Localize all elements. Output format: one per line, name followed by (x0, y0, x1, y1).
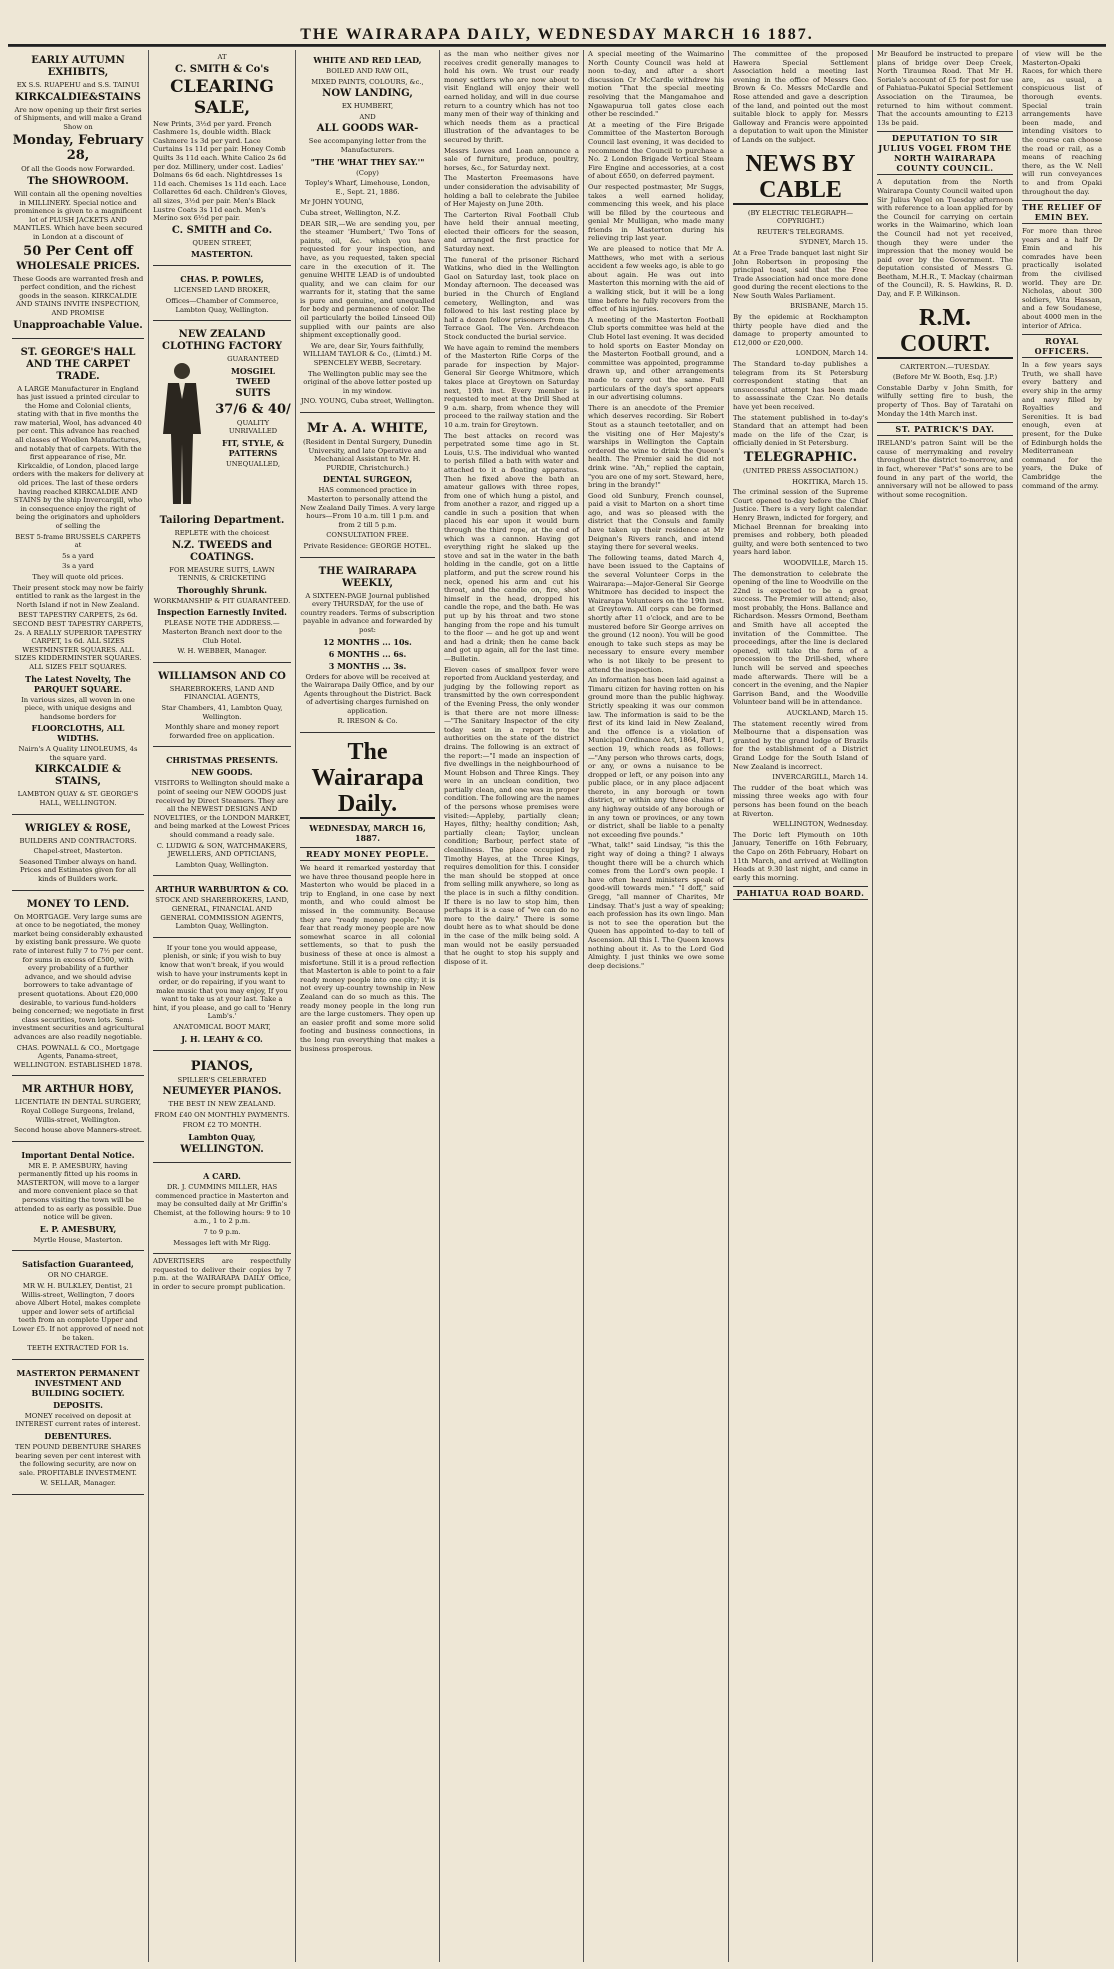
column-4 (440, 50, 584, 1962)
floorcloths: FLOORCLOTHS, ALL WIDTHS. (31, 723, 125, 744)
woodville-body: The demonstration to celebrate the opening of the line to Woodville on the 22nd is expected to be a great success. The Premier will attend; also, most probably, the Hons. Ballance and Richardson. Messrs Ormond, Beetham and Smith have all accepted the invitation of the Committee. The proceedings, after the line is declared opened, will take the form of a procession to the Drill-shed, where lunch will be served and speeches made afterwards. There will be a concert in the evening, and the Napier Garrison Band, and the Woodville Volunteer band will be in attendance. (733, 569, 868, 707)
lambton-quay: Lambton Quay, (188, 1132, 256, 1143)
williamson-sub: SHAREBROKERS, LAND AND FINANCIAL AGENTS, (169, 684, 275, 702)
col5-para-8: The following teams, dated March 4, have been issued to the Captains of the several Volunteer Corps in the Wairarapa:—Major-General Sir George Whitmore has decided to inspect the Wairarapa Volunteers on the 19th inst. at Greytown. All corps can be formed shortly after 11 o'clock, and are to be mustered before Sir George arrives on the ground (12 noon). You will be good enough to take such steps as may be necessary to ensure every member who is not likely to be present to attend the inspection. (588, 553, 724, 674)
yard-note: They will quote old prices. (32, 572, 124, 581)
sale-word: SALE, (193, 97, 251, 118)
thorough: Thoroughly Shrunk. (176, 584, 268, 595)
telegraphic-title: TELEGRAPHIC. (743, 449, 858, 465)
invercargill-dateline: INVERCARGILL, March 14. (772, 773, 868, 782)
carpet-body: Their present stock may now be fairly entitled to rank as the largest in the North Island if not in New Zealand. (12, 583, 144, 609)
for-suits: FOR MEASURE SUITS, LAWN TENNIS, & CRICKETING (169, 565, 275, 583)
london-body: The Standard to-day publishes a telegram from its St Petersburg correspondent stating that an unsuccessful attempt has been made to assassinate the Czar. No details have yet been received. (733, 360, 868, 411)
price-from: FROM £40 ON MONTHLY PAYMENTS. (154, 1110, 290, 1119)
royal-officers-body: In a few years says Truth, we shall have every battery and every ship in the army and navy filled by Royalties and Serenities. It is bad enough, even at present, for the Duke of Edinburgh holds the Mediterranean command for the years, the Duke of Cambridge the command of the army. (1022, 361, 1102, 490)
hoby-body: LICENTIATE IN DENTAL SURGERY, Royal College Surgeons, Ireland, Willis-street, Wellington. (14, 1098, 142, 1124)
ready-money-body: We heard it remarked yesterday that we have three thousand people here in Masterton who would be placed in a trip to England, in one case by next month, and who could almost be missed in the community. Because they are "ready money people." We fear that ready money people are now somewhat scarce in all colonial settlements, so that to push the business of these at once is almost a misfortune. Still it is a proud reflection that Masterton is able to point to a fair ready money people into one city; it is not every up-country township in New Zealand can do so much as this. The ready money people in the long run are the large customers. They open up an easier profit and some more solid footing and business connections, in the long run everything that makes a business prosperous. (300, 864, 435, 1053)
white-lead: WHITE AND RED LEAD, (313, 55, 422, 65)
card-body: DR. J. CUMMINS MILLER, HAS commenced practice in Masterton and may be consulted daily at Mr Griffin's Chemist, at the following hours: 9 to 10 a.m., 1 to 2 p.m. (153, 1183, 291, 1226)
smith-title: C. SMITH & Co's (175, 63, 269, 75)
wrigley-sub: BUILDERS AND CONTRACTORS. (19, 836, 137, 845)
spiller: SPILLER'S CELEBRATED (177, 1075, 267, 1084)
weekly-body: A SIXTEEN-PAGE Journal published every THURSDAY, for the use of country readers. Terms of subscription payable in advance and forwarded by post: (300, 591, 435, 634)
wrigley-ad (12, 818, 144, 891)
col5-para-7: Good old Sunbury, French counsel, paid a visit to Marton on a short time ago, and was so pleased with the district that the Consuls and family have taken up their residence at Mr Deignan's Rivers ranch, and intend staying there for several weeks. (588, 491, 724, 552)
powles-sub: LICENSED LAND BROKER, (173, 286, 271, 295)
ready-money-title: READY MONEY PEOPLE. (300, 847, 435, 861)
col5-para-4: We are pleased to notice that Mr A. Matthews, who met with a serious accident a few weeks ago, is able to go about again. He was out into Masterton this morning with the aid of a walking stick, but it will be a long time before he fully recovers from the effect of his injuries. (588, 245, 724, 314)
now-landing: NOW LANDING, (322, 88, 413, 100)
leahy: J. H. LEAHY & CO. (181, 1033, 263, 1044)
wrigley-addr: Chapel-street, Masterton. (33, 847, 123, 856)
column-2 (149, 50, 296, 1962)
dental-body: MR E. P. AMESBURY, having permanently fitted up his rooms in MASTERTON, will move to a larger and more convenient place so that persons visiting the town will be attended to as early as possible. Due notice will be given. (14, 1161, 142, 1222)
smith-town: MASTERTON. (191, 249, 253, 260)
money-body: On MORTGAGE. Very large sums are at once to be negotiated, the money market being considerably exhausted by existing bank pressure. We quote rate of interest fully 7 to 7½ per cent. for sums in excess of £500, with every probability of a further advance, and we should advise borrowers to take advantage of present quotations. About £20,000 desirable, to various fund-holders being concerned; we negotiate in first class securities, town lots. Semi-investment securities and agricultural advances are also readily negotiable. (12, 912, 144, 1041)
webber: W. H. WEBBER, Manager. (177, 647, 267, 656)
clearing-word: CLEARING (170, 76, 274, 97)
hall-body: A LARGE Manufacturer in England has just issued a printed circular to the Home and Colonial clients, stating with that in five months the raw material, Wool, has advanced 40 per cent. This advance has reached all classes of Woollen Manufactures, and notably that of carpets. With the first appearance of rise, Mr. Kirkcaldie, of London, placed large orders with the makers for delivery at old prices. The last of these orders having reached KIRKCALDIE AND STAINS by the ship Invercargill, who in consequence enjoy the right of being the originators and upholders of selling the (12, 384, 144, 530)
col4-para-6: We have again to remind the members of the Masterton Rifle Corps of the parade for inspection by Major-General Sir George Whitmore, which takes place at Greytown on Saturday next, 19th inst. Every member is requested to meet at the Drill Shed at 9 a.m. sharp, from whence they will proceed to the railway station and the 10 a.m. train for Greytown. (444, 343, 579, 429)
col5-para-1: A special meeting of the Waimarino North County Council was held at noon to-day, and after a short discussion Cr McCardle withdrew his motion "That the special meeting resolving that the Mangamahoe and Ngawapurua toll gates close each other be rescinded." (588, 50, 724, 119)
fit-style: FIT, STYLE, & PATTERNS (221, 437, 285, 458)
rm-before: (Before Mr W. Booth, Esq. J.P.) (892, 373, 998, 382)
masthead-rule (8, 46, 1106, 47)
xmas-body: VISITORS to Wellington should make a point of seeing our NEW GOODS just received by Direct Steamers. They are all the NEWEST DESIGNS AND NOVELTIES, or the LONDON MARKET, and being marked at the Lowest Prices should command a ready sale. (153, 779, 291, 839)
white-body: (Resident in Dental Surgery, Dunedin University, and late Operative and Mechanical Assistant to Mr. H. PURDIE, Christchurch.) (302, 438, 433, 472)
paper-title: The Wairarapa Daily. (300, 739, 435, 819)
suit-price: 37/6 & 40/ (215, 401, 291, 417)
dental-sign: E. P. AMESBURY, (39, 1223, 117, 1234)
deposits-title: DEPOSITS. (53, 1399, 103, 1410)
suit-illustration (153, 359, 211, 509)
wrigley-body: Seasoned Timber always on hand. Prices and Estimates given for all kinds of Builders work. (19, 857, 137, 884)
news-sub: (BY ELECTRIC TELEGRAPH—COPYRIGHT.) (747, 208, 854, 226)
letter-body: DEAR SIR,—We are sending you, per the steamer 'Humbert,' Two Tons of paints, oil, &c. which you have requested for your inspection, and have, as you requested, taken special care in the execution of it. The genuine WHITE LEAD is of undoubted quality, and we can claim for our warrants for it, stating that the same is pure and genuine, and unequalled for body and permanence of color. The oil particularly the boiled Linseed Oil) supplied with our paints are also shipment exceptionally good. (300, 219, 435, 340)
col4-para-8: Eleven cases of smallpox fever were reported from Auckland yesterday, and judging by the following report as transmitted by the own correspondent of the Evening Press, the only wonder is that there are not more illness:—"The Sanitary Inspector of the city today sent in a report to the authorities on the state of the district drains. The following is an extract of the report:—"I made an inspection of five dwellings in the neighbourhood of Mount Hobson and Three Kings. They were in an unclean condition, two partially clean, and one was in proper condition. The following are the names of the persons whose premises were visited:—Appleby, partially clean; Hayes, filthy; healthy condition; Ash, partially clean; Taylor, unclean condition; Barbour, perfect state of cleanliness. The place occupied by Timothy Hayes, at the Three Kings, requires demolition for this. I consider the man should be stopped at once from selling milk anywhere, so long as the place is in such a filthy condition. If there is no law to stop him, then perhaps it is a case of "we can do no more to the dairy." There is some doubt here as to what should be done in the case of the milk being sold. A man would not be easily persuaded that he ought to stop his supply and dispose of it. (444, 665, 579, 966)
ludwig-addr: Lambton Quay, Wellington. (175, 860, 269, 869)
emin-title: THE RELIEF OF EMIN BEY. (1022, 202, 1102, 223)
col5-para-9: An information has been laid against a Timaru citizen for having rotten on his ground more than the public highway. Strictly speaking it was our common law. The information is said to be the first of its kind laid in New Zealand, and the offence is a violation of Municipal Ordinance Act, 1864, Part 1, section 19, which reads as follows:—"Any person who throws carts, dogs, or any, or owns a nuisance to be dropped or left, or any poison into any public place, or in any place adjacent thereto, in any borough or town district, or within any three chains of any highway outside of any borough or in any town or provinces, or any town or district, shall be liable to a penalty not exceeding five pounds." (588, 676, 724, 839)
london-dateline: LONDON, March 14. (795, 349, 868, 358)
leahy-ad (153, 941, 291, 1051)
linoleum: Nairn's A Quality LINOLEUMS, 4s the square yard. (18, 745, 138, 762)
showroom-title: The SHOWROOM. (27, 175, 129, 187)
kirk-body: Are now opening up their first series of Shipments, and will make a Grand Show on (14, 105, 142, 131)
hokitika-body: The criminal session of the Supreme Court opened to-day before the Chief Justice. There is a very light calendar. Henry Brawn, indicted for forgery, and Michael Brennan for breaking into premises and robbery, both pleaded guilty, and were both sentenced to two years hard labor. (733, 488, 868, 557)
st-patricks-body: IRELAND's patron Saint will be the cause of merrymaking and revelry throughout the district to-morrow, and in fact, wherever "Pat's" sons are to be found in any part of the world, the anniversary will not be allowed to pass without some recognition. (877, 439, 1013, 499)
ex-humbert: EX HUMBERT, (341, 102, 394, 111)
warburton-ad (153, 879, 291, 937)
smith-addr: QUEEN STREET, (192, 238, 252, 247)
london-body-2: The statement published in to-day's Standard that an attempt had been made on the life of the Czar, is officially denied in St Petersburg. (733, 413, 868, 448)
col5-para-3: Our respected postmaster, Mr Suggs, takes a well earned holiday, commencing this week, and his place will be filled by the courteous and genial Mr Mulligan, who made many friends in Masterton during his relieving trip last year. (588, 182, 724, 243)
deb-body: TEN POUND DEBENTURE SHARES bearing seven per cent interest with the following security, are now on sale. PROFITABLE INVESTMENT. (14, 1442, 142, 1477)
pianos-ad (153, 1054, 291, 1163)
sat-title: Satisfaction Guaranteed, (22, 1259, 134, 1270)
letter-addr: Topley's Wharf, Limehouse, London, E., Sept. 21, 1886. (304, 179, 431, 196)
col7-para-1: Mr Beauford be instructed to prepare plans of bridge over Deep Creek, North Tiraumea Road. That Mr H. Soriale's account of £5 for post for use of Pahiatua-Pukatoi Special Settlement Association on the Tiraumea, be returned to him without comment. That the accounts amounting to £213 13s be paid. (877, 50, 1013, 127)
dental-surgeon: DENTAL SURGEON, (322, 474, 413, 485)
kirk-date: Monday, February 28, (12, 133, 144, 164)
column-7 (873, 50, 1018, 1962)
warburton-title: ARTHUR WARBURTON & CO. (155, 884, 289, 895)
sale-items: New Prints, 3½d per yard. French Cashmere 1s, double width. Black Cashmere 1s 3d per yard. Lace Curtains 1s 11d per pair. Honey Comb Quilts 3s 11d each. White Calico 2s 6d per doz. Millinery, under cost. Ladies' Dolmans 6s 6d each. Nightdresses 1s 11d each. Chemises 1s 11d each. Lace Collarettes 6d each. Children's Gloves, all sizes, 3½d per pair. Men's Black Lustre Coats 3s 11d each. Men's Merino sox 6½d per pair. (153, 119, 288, 223)
card-hours: 7 to 9 p.m. (203, 1228, 241, 1236)
col5-para-6: There is an anecdote of the Premier which deserves recording. Sir Robert Stout as a staunch teetotaller, and on the visiting one of Her Majesty's warships in Wellington the Captain ordered the wine to drink the Queen's health. The Premier said he did not drink wine. "Ah," replied the captain, "you are one of my sort. Steward, here, bring in the brandy!" (588, 403, 724, 490)
weekly-ad (300, 561, 435, 734)
column-6 (729, 50, 873, 1962)
young-ad (300, 50, 435, 413)
powles-title: CHAS. P. POWLES, (180, 274, 264, 285)
st-patricks-title: ST. PATRICK'S DAY. (877, 422, 1013, 436)
unequalled: UNEQUALLED, (226, 459, 280, 468)
rate-6: 6 MONTHS ... 6s. (328, 648, 407, 659)
tele-sub: (UNITED PRESS ASSOCIATION.) (742, 466, 859, 475)
hall-title: ST. GEORGE'S HALL AND THE CARPET TRADE. (20, 346, 136, 382)
col8-para-1: of view will be the Masterton-Opaki Races, for which there are, as usual, a conspicuous list of thorough events. Special train arrangements have been made, and intending visitors to the course can choose the road or rail, as a means of reaching there, as the W. Nell will run conveyances to and from Opaki throughout the day. (1022, 50, 1102, 196)
column-8 (1018, 50, 1106, 1962)
dental-title: Important Dental Notice. (21, 1149, 135, 1160)
auckland-body: The statement recently wired from Melbourne that a dispensation was granted by the grand lodge of Brazils for the establishment of a District Grand Lodge for the South Island of New Zealand is incorrect. (733, 719, 868, 771)
yard-price-1: 5s a yard (62, 551, 94, 560)
wellington-word: WELLINGTON. (180, 1144, 264, 1156)
tweeds: N.Z. TWEEDS and COATINGS. (171, 539, 273, 563)
hoby-body2: Second house above Manners-street. (14, 1126, 142, 1135)
sat-body: MR W. H. BULKLEY, Dentist, 21 Willis-street, Wellington, 7 doors above Albert Hotel, makes complete upper and lower sets of artificial teeth from an complete Upper and Lower £5. If not approved of need not be taken. (12, 1282, 144, 1342)
woodville-dateline: WOODVILLE, March 15. (783, 558, 868, 567)
exhibits-title: EARLY AUTUMN EXHIBITS, (31, 55, 125, 78)
dental-ad (12, 1145, 144, 1252)
invercargill-body: The rudder of the boat which was missing three weeks ago with four persons has been found on the beach at Riverton. (733, 783, 868, 818)
teeth-extracted: TEETH EXTRACTED FOR 1s. (27, 1344, 129, 1353)
masthead-title: THE WAIRARAPA DAILY, WEDNESDAY MARCH 16 1887. (300, 26, 814, 43)
emin-body: For more than three years and a half Dr Emin and his comrades have been practically isolated from the civilised world. They are Dr. Nicholas, about 300 soldiers, Vita Hassan, and a few Soudanese, about 4000 men in the interior of Africa. (1022, 227, 1102, 330)
neumeyer: NEUMEYER PIANOS. (162, 1086, 282, 1098)
replete: REPLETE with the choicest (174, 529, 270, 538)
sat-sub: OR NO CHARGE. (47, 1271, 109, 1280)
mosgiel: MOSGIEL TWEED (231, 365, 275, 386)
money-ad (12, 894, 144, 1077)
carpet-ad (12, 342, 144, 815)
col4-para-5: The funeral of the prisoner Richard Watkins, who died in the Wellington Gaol on Saturday last, took place on Monday afternoon. The deceased was buried in the Church of England cemetery, Wellington, and was followed to his last resting place by half a dozen fellow prisoners from the Terrace Gaol. The Ven. Archdeacon Stock conducted the burial service. (444, 255, 579, 341)
card-title: A CARD. (203, 1171, 241, 1182)
paper-date: WEDNESDAY, MARCH 16, 1887. (309, 823, 426, 844)
williamson-body: Monthly share and money report forwarded free on application. (165, 723, 279, 740)
masthead (8, 18, 1106, 46)
wellington-dateline: WELLINGTON, Wednesday. (772, 820, 868, 829)
letter-to: Mr JOHN YOUNG, (300, 198, 364, 207)
col4-para-7: The best attacks on record was perpetrated some time ago in St. Louis, U.S. The individual who wanted to perish filled a bath with water and attached to it a floating apparatus. Then he fixed above the bath an amateur gallows with three ropes, from one of which hung a pistol, and from another a razor, and rigged up a candle in such a position that when placed his ear upon it would burn through the third rope, at the end of which was a cannon. Having got everything right he slaked up the stove and sat in the water in the bath holding in the candle, got on a little platform, and put the screw round his neck, opened his arm and cut his throat, and the candle on, fire, shot himself in the head, dropped his candle the rope, and the bath. He was put up by his throat and two stone hanging from the rope and his tumult to the floor — and he got up and went and had a drink; then he came back and got up again, all for the last time.—Bulletin. (444, 431, 579, 663)
sydney-body: At a Free Trade banquet last night Sir John Robertson in proposing the principal toast, said that the Free Trade Association had once more done good during the recent elections to the New South Wales Parliament. (733, 248, 868, 300)
white-dental-body: HAS commenced practice in Masterton to personally attend the New Zealand Daily Times. A very large hours—From 10 a.m. till 1 p.m. and from 2 till 5 p.m. (300, 486, 435, 529)
inspection: Inspection Earnestly Invited. (157, 607, 287, 618)
auckland-dateline: AUCKLAND, March 15. (786, 709, 868, 717)
sydney-dateline: SYDNEY, March 15. (799, 238, 868, 247)
letter-close: We are, dear Sir, Yours faithfully, WILLIAM TAYLOR & Co., (Limtd.) M. SPENCELEY WEBB, Secretary. (303, 341, 432, 368)
percent-off: 50 Per Cent off (23, 243, 133, 259)
letter-title: "THE 'WHAT THEY SAY.'" (310, 156, 425, 167)
col5-para-5: A meeting of the Masterton Football Club sports committee was held at the Club Hotel last evening. It was decided to hold sports on Easter Monday on the Masterton Football ground, and a committee was appointed, programme drawn up, and other arrangements made to carry out the same. Full particulars of the day's sport appears in our advertising columns. (588, 315, 724, 402)
best-carpets: BEST 5-frame BRUSSELS CARPETS at (15, 532, 141, 550)
deb-sign: W. SELLAR, Manager. (40, 1479, 116, 1488)
suits: SUITS (235, 387, 271, 399)
col4-para-1: as the man who neither gives nor receives credit generally manages to hold his own. We trust our ready money settlers who are now about to visit England will enjoy their well earned holiday, and will in due course return to a country which has not too many men of their way of thinking and which needs them as a practical illustration of the advantages to be secured by thrift. (444, 50, 579, 144)
brisbane-dateline: BRISBANE, March 15. (789, 302, 868, 311)
white-title: Mr A. A. WHITE, (306, 421, 429, 436)
xmas-title: CHRISTMAS PRESENTS. (166, 755, 278, 766)
hokitika-dateline: HOKITIKA, March 15. (792, 477, 868, 486)
col5-para-10: "What, talk!" said Lindsay, "is this the right way of doing a thing? I always thought there will be a church which comes from the Lord's own people. I have often heard ministers speak of good-will towards men." "I doff," said Gregg, "all manner of Charites, Mr Lindsay. That's just a way of speaking; each profession has its own lingo. Man is not to see the operation but the Queen has appointed to-day to tell of Ascension. All this I. The Queen knows nothing about it. As to the Lord God Almighty. I just thinks we owe some deep decisions." (588, 841, 724, 970)
new-goods: NEW GOODS. (191, 767, 253, 778)
best-nz: THE BEST IN NEW ZEALAND. (168, 1100, 276, 1109)
letter-copy: (Copy) (356, 168, 379, 177)
exhibits-sub: EX S.S. RUAPEHU and S.S. TAINUI (16, 81, 140, 89)
smith-sign: C. SMITH and Co. (171, 224, 273, 236)
col4-para-4: The Carterton Rival Football Club have held their annual meeting, elected their officers for the season, and arranged the first practice for Saturday next. (444, 210, 579, 254)
column-5 (584, 50, 729, 1962)
showroom-body: Will contain all the opening novelties in MILLINERY. Special notice and prominence is given to a magnificent lot of PLUSH JACKETS AND MANTLES. Which have been secured in London at a discount of (13, 189, 143, 241)
kirk-sign: KIRKCALDIE & STAINS, (34, 764, 122, 788)
rm-place: CARTERTON.—TUESDAY. (900, 362, 990, 371)
ireson: R. IRESON & Co. (337, 717, 398, 726)
parquet-body: In various sizes, all woven in one piece, with unique designs and handsome borders for (21, 695, 135, 721)
quality: QUALITY UNRIVALLED (228, 418, 278, 436)
workmanship: WORKMANSHIP & FIT GUARANTEED. (153, 596, 291, 605)
tailoring: Tailoring Department. (159, 515, 285, 527)
rm-court-title: R.M. COURT. (877, 305, 1013, 359)
please-note: PLEASE NOTE THE ADDRESS.— Masterton Branch next door to the Club Hotel. (161, 619, 283, 645)
rm-body: Constable Darby v John Smith, for wilfully setting fire to bush, the property of Thos. Bay of Taratahi on Monday the 14th March inst. (877, 383, 1013, 418)
hoby-ad (12, 1079, 144, 1141)
smith-at: AT (217, 53, 227, 61)
deposit-body: MONEY received on deposit at INTEREST current rates of interest. (15, 1411, 141, 1429)
powles-body: Offices—Chamber of Commerce, Lambton Quay, Wellington. (165, 296, 279, 314)
clothing-title: NEW ZEALAND CLOTHING FACTORY (162, 329, 282, 353)
kirk-date2: Of all the Goods now Forwarded. (21, 165, 135, 174)
private-res: Private Residence: GEORGE HOTEL. (303, 541, 432, 550)
yard-price-2: 3s a yard (62, 562, 94, 571)
weekly-title: THE WAIRARAPA WEEKLY, (318, 565, 417, 589)
building-society-ad (12, 1363, 144, 1495)
young-sign: JNO. YOUNG, Cuba street, Wellington. (300, 397, 435, 406)
column-3 (296, 50, 440, 1962)
masterton-title: MASTERTON PERMANENT INVESTMENT AND BUILDING SOCIETY. (16, 1367, 140, 1398)
wholesale-prices: WHOLESALE PRICES. (16, 260, 140, 272)
guaranteed: GUARANTEED (227, 355, 279, 364)
dental-addr: Myrtle House, Masterton. (33, 1235, 123, 1244)
debentures-title: DEBENTURES. (44, 1430, 112, 1441)
warburton-body: STOCK AND SHAREBROKERS, LAND, GENERAL, FINANCIAL AND GENERAL COMMISSION AGENTS, Lambton Quay, Wellington. (155, 896, 289, 931)
weekly-note: Orders for above will be received at the Wairarapa Daily Office, and by our Agents throughout the District. Back of advertising charges furnished on application. (301, 672, 434, 715)
letter-to2: Cuba street, Wellington, N.Z. (300, 208, 401, 217)
ludwig: C. LUDWIG & SON, WATCHMAKERS, JEWELLERS, AND OPTICIANS, (156, 841, 288, 859)
news-by-cable-title: NEWS BY CABLE (733, 151, 868, 205)
letter-public: The Wellington public may see the original of the above letter posted up in my window. (303, 369, 432, 395)
column-1 (8, 50, 149, 1962)
bazaar: ANATOMICAL BOOT MART, (173, 1023, 271, 1032)
powles-ad (153, 269, 291, 321)
from-10: FROM £2 TO MONTH. (182, 1121, 262, 1130)
christmas-ad (153, 750, 291, 876)
card-res: Messages left with Mr Rigg. (173, 1238, 271, 1247)
money-title: MONEY TO LEND. (26, 898, 130, 910)
col5-para-2: At a meeting of the Fire Brigade Committee of the Masterton Borough Council last evening, it was decided to recommend the Council to purchase a No. 2 London Brigade Vertical Steam Fire Engine and accessories, at a cost of about £650, on deferred payment. (588, 120, 724, 181)
pianos-note: If your tone you would appease, plenish, or sink; if you wish to buy know that won't break, if you would wish to have your instruments kept in order, or do repairing, if you want to make music that you may enjoy, If you want to take us at your last. Take a hint, if you please, and go call to 'Henry Lamb's.' (153, 943, 291, 1021)
brisbane-body: By the epidemic at Rockhampton thirty people have died and the damage to property amounted to £12,000 or £20,000. (733, 313, 868, 347)
hoby-title: MR ARTHUR HOBY, (22, 1084, 134, 1096)
money-sign: CHAS. POWNALL & CO., Mortgage Agents, Panama-street, WELLINGTON. ESTABLISHED 1878. (13, 1043, 143, 1069)
unapproachable-value: Unapproachable Value. (13, 319, 143, 331)
wrigley-title: WRIGLEY & ROSE, (25, 822, 131, 834)
williamson-addr: Star Chambers, 41, Lambton Quay, Wellington. (161, 704, 283, 721)
pahiatua-title: PAHIATUA ROAD BOARD. (733, 886, 868, 900)
kirk-addr: LAMBTON QUAY & ST. GEORGE'S HALL, WELLINGTON. (17, 790, 139, 808)
williamson-ad (153, 666, 291, 748)
rate-12: 12 MONTHS ... 10s. (323, 636, 412, 647)
boiled-oil: BOILED AND RAW OIL, (326, 67, 409, 75)
card-ad (153, 1166, 291, 1254)
smith-ad (153, 50, 291, 266)
wellington-body: The Doric left Plymouth on 10th January, Teneriffe on 16th February, the Capo on 26th February, Hobart on 11th March, and arrived at Wellington Heads at 9.30 last night, and came in early this morning. (733, 830, 868, 882)
rate-3: 3 MONTHS ... 3s. (328, 660, 407, 671)
kirk-body2: These Goods are warranted fresh and perfect condition, and the richest goods in the season. KIRKCALDIE AND STAINS INVITE INSPECTION, AND PROMISE (12, 274, 144, 317)
royal-officers-title: ROYAL OFFICERS. (1022, 334, 1102, 358)
reuters: REUTER'S TELEGRAMS. (756, 227, 845, 236)
advertisers-note: ADVERTISERS are respectfully requested to deliver their copies by 7 p.m. at the WAIRARAPA DAILY Office, in order to secure prompt publication. (153, 1257, 291, 1291)
all-goods: ALL GOODS WAR- (316, 123, 419, 135)
ex-and: AND (359, 112, 376, 121)
williamson-title: WILLIAMSON AND CO (158, 670, 286, 682)
parquet-title: The Latest Novelty, The PARQUET SQUARE. (25, 673, 131, 694)
pianos-title: PIANOS, (190, 1058, 254, 1074)
col4-para-3: The Masterton Freemasons have under consideration the advisability of holding a ball to celebrate the Jubilee of Her Majesty on June 20th. (444, 174, 579, 209)
clothing-ad (153, 324, 291, 663)
see-letter: See accompanying letter from the Manufacturers. (308, 137, 427, 154)
white-ad (300, 416, 435, 558)
deputation-body: A deputation from the North Wairarapa County Council waited upon Sir Julius Vogel on Tuesday afternoon with reference to a loan applied for by the Council for carrying on certain works in the Waimarino, which loan the Council had not yet received, though they were under the impression that the money would be paid over by the Government. The deputation consisted of Messrs G. Beetham, M.H.R., T. Mackay (chairman of the Council), R. S. Hawkins, R. D. Day, and F. P. Wilkinson. (877, 178, 1013, 299)
consult-free: CONSULTATION FREE. (326, 531, 409, 540)
carpet-list: BEST TAPESTRY CARPETS, 2s 6d. SECOND BEST TAPESTRY CARPETS, 2s. A REALLY SUPERIOR TAPESTRY CARPET, 1s 6d. ALL SIZES WESTMINSTER SQUARES. ALL SIZES KIDDERMINSTER SQUARES. ALL SIZES FELT SQUARES. (12, 611, 144, 671)
mixed-paints: MIXED PAINTS, COLOURS, &c., (311, 77, 424, 86)
kirkcaldie-ad (12, 50, 144, 339)
satisfaction-ad (12, 1254, 144, 1359)
col6-para-1: The committee of the proposed Hawera Special Settlement Association held a meeting last evening in the office of Messrs Geo. Brown & Co. Messrs McCardle and Rose attended and gave a description of the land, and pointed out the most suitable block to apply for. Messrs Galloway and Francis were appointed a deputation to wait upon the Minister of Lands on the subject. (733, 50, 868, 144)
kirk-title: KIRKCALDIE&STAINS (15, 91, 141, 103)
col4-para-2: Messrs Lowes and Loan announce a sale of furniture, produce, poultry, horses, &c., for Saturday next. (444, 146, 579, 172)
deputation-title: DEPUTATION TO SIR JULIUS VOGEL FROM THE NORTH WAIRARAPA COUNTY COUNCIL. (878, 133, 1012, 174)
